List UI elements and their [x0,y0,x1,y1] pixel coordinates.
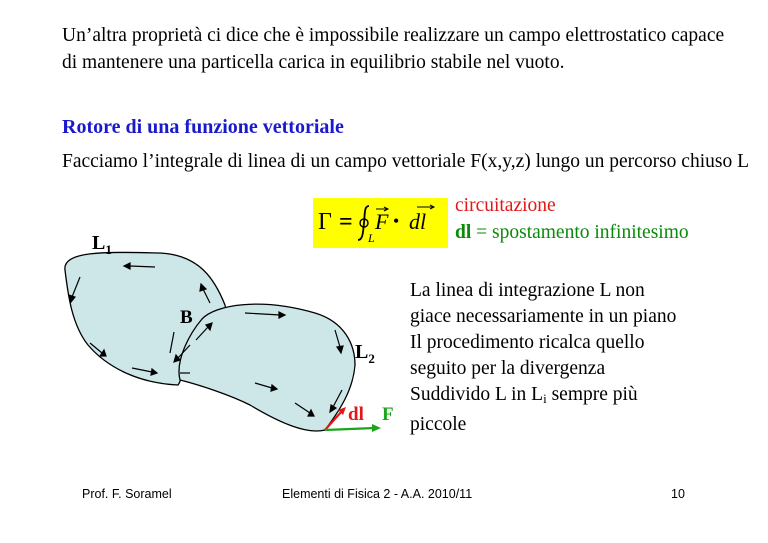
explanation-line-3: Il procedimento ricalca quello [410,332,645,353]
formula-dl: dl [409,209,427,234]
label-L2: $L_2$ [355,341,375,366]
circuitazione-label: circuitazione [455,195,556,216]
section-heading: Rotore di una funzione vettoriale [62,116,344,138]
footer-course: Elementi di Fisica 2 - A.A. 2010/11 [282,487,473,501]
line-integral-paragraph: Facciamo l’integrale di linea di un campo vettoriale F(x,y,z) lungo un percorso chiuso L [62,151,749,172]
explanation-line-6: piccole [410,414,467,435]
label-L1: $L_1$ [92,232,112,257]
F-vector [325,428,375,430]
formula-bullet: • [393,211,400,231]
explanation-text [410,278,740,438]
explanation-line-5: Suddivido L in $L_i$ sempre più [410,384,638,406]
explanation-line-2: giace necessariamente in un piano [410,306,677,327]
label-F: F [382,404,394,425]
dl-bold-text: dl [455,222,472,243]
footer-author: Prof. F. Soramel [82,487,172,501]
label-dl: dl [348,404,364,425]
intro-paragraph: Un’altra proprietà ci dice che è impossibile realizzare un campo elettrostatico capace di mantenere una particella carica in equilibrio stabile nel vuoto. [62,25,725,73]
region-L2 [179,304,355,431]
label-B: B [180,307,193,328]
formula-gamma: Γ [318,209,332,235]
dl-definition-text: = spostamento infinitesimo [471,222,689,243]
dl-definition [455,222,689,244]
formula-subscript-L: L [368,231,375,245]
formula-equals: = [339,209,353,235]
footer-page-number: 10 [671,487,685,501]
circulation-diagram [50,225,410,450]
explanation-line-4: seguito per la divergenza [410,358,606,379]
explanation-line-1: La linea di integrazione L non [410,280,645,301]
formula-F: F [375,209,389,234]
